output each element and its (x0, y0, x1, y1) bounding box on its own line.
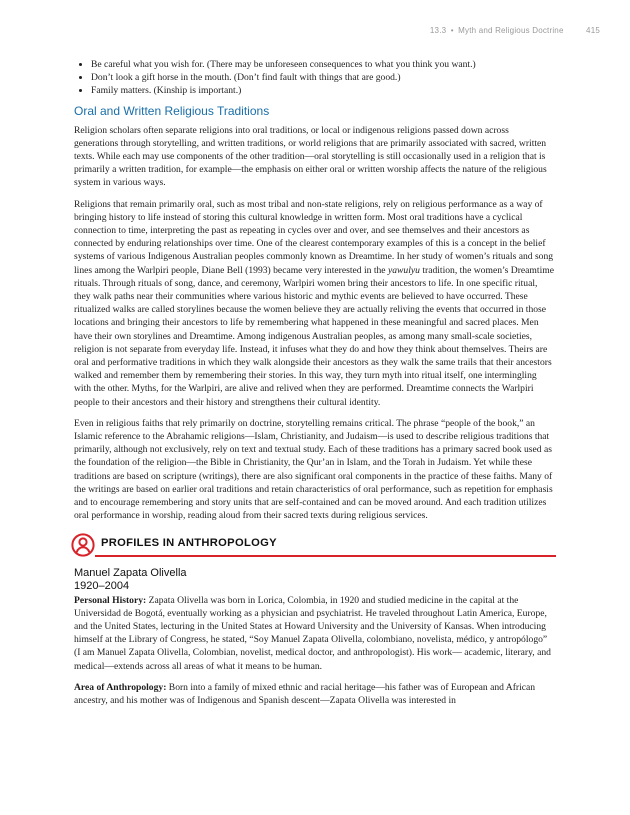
running-header (430, 26, 600, 35)
paragraph-oral-religions (74, 198, 554, 409)
area-text: Born into a family of mixed ethnic and racial heritage—his father was of European and African ancestry, and his mother was of Indigenous and Spanish descent—Zapata Olivella was interested in (74, 681, 536, 706)
person-circle-icon (71, 533, 95, 557)
header-section-title: Myth and Religious Doctrine (458, 26, 564, 35)
profiles-title: PROFILES IN ANTHROPOLOGY (101, 536, 277, 549)
profiles-banner (71, 531, 554, 561)
area-label: Area of Anthropology: (74, 681, 167, 693)
header-section-number: 13.3 (429, 26, 447, 35)
personal-history-text: Zapata Olivella was born in Lorica, Colombia, in 1920 and studied medicine in the capital at the Universidad de Bogotá, eventually working as a physician and psychiatrist. He traveled throughout Latin America, Europe, and the United States, lecturing in the United States at Howard University and the University of Kansas. When introducing himself at the Library of Congress, he stated, “Soy Manuel Zapata Olivella, colombiano, novelista, médico, y antropólogo” (I am Manuel Zapata Olivella, Colombian, novelist, medical doctor, and anthropologist). His work— academic, literary, and medical—extends across all areas of what it means to be human. (74, 594, 551, 672)
personal-history (74, 594, 554, 673)
person-name: Manuel Zapata Olivella (74, 566, 187, 579)
personal-history-label: Personal History: (74, 594, 147, 606)
paragraph-oral-written: Religion scholars often separate religions into oral traditions, or local or indigenous religions passed down across generations through storytelling, and written traditions, or world religions that are primarily associated with sacred, written texts. While each may use components of the other tradition—oral storytelling is still occasionally used in a religion that is primarily a written tradition, for example—the emphasis on either oral or written worship affects the nature of the religious system in various ways. (74, 124, 547, 189)
person-dates: 1920–2004 (74, 579, 130, 592)
list-item: • Don’t look a gift horse in the mouth. (Don’t find fault with things that are good.) (91, 71, 554, 84)
paragraph-text: tradition, the women’s Dreamtime rituals. Through rituals of song, dance, and ceremony, Warlpiri women bring their ancestors to life. In one specific ritual, they walk paths near their communities where various historic and mythic events are believed to have occurred. These ritualized walks are called storylines because the women believe they are actually reliving the events that occurred in those locations and bringing their ancestors to life by remembering what happened in these meaningful and sacred places. Men have their own storylines and Dreamtime. Among indigenous Australian peoples, as among many small-scale societies, religion is not separate from everyday life. Instead, it infuses what they do and how they think about themselves. Theirs are oral and performative traditions in which they walk alongside their ancestors as they walk the same trails that their ancestors walked and remember them by remembering their stories. In this way, they turn myth into ritual itself, one intermingling with the other. Myths, for the Warlpiri, are alive and relived when they are performed. Dreamtime connects the Warlpiri people to their ancestors and their history and strengthens their cultural identity. (74, 264, 554, 408)
main-content (74, 58, 554, 715)
list-item: • Family matters. (Kinship is important.) (91, 84, 554, 97)
italic-term: yawulyu (387, 264, 420, 276)
paragraph-text: Religions that remain primarily oral, such as most tribal and non-state religions, rely on religious performance as a way of bringing history to life instead of storing this cultural knowledge in written form. Most oral traditions have a cyclical connection to time, interpreting the past as repeating in cycles over and over, and see themselves and their ancestors as connected by enduring relationships over time. One of the clearest contemporary examples of this is a concept in the belief systems of various Indigenous Australian peoples commonly known as Dreamtime. In her study of women’s rituals and song lines among the Warlpiri people, Diane Bell (1993) became very interested in the (74, 198, 554, 276)
profiles-divider (95, 555, 556, 557)
list-item: • Be careful what you wish for. (There may be unforeseen consequences to what you think you want.) (91, 58, 554, 71)
section-heading: Oral and Written Religious Traditions (74, 103, 270, 118)
page-number: 415 (586, 26, 600, 35)
proverb-list (74, 58, 554, 98)
paragraph-people-of-the-book: Even in religious faiths that rely primarily on doctrine, storytelling remains critical. The phrase “people of the book,” an Islamic reference to the Abrahamic religions—Islam, Christianity, and Judaism—is used to describe religious traditions that primarily, although not exclusively, rely on text and textual study. Each of these traditions has a primary sacred book used as the foundation of the religion—the Bible in Christianity, the Qur’an in Islam, and the Torah in Judaism. Yet while these traditions are based on scripture (writings), there are also significant oral components in the practice of these faiths. Many of the writings are based on earlier oral traditions and retain characteristics of oral performance, such as repetition for emphasis and to encourage remembering and story units that are self-contained and can be moved around. And each tradition utilizes oral performance in worship, reading aloud from their sacred texts during religious services. (74, 417, 553, 522)
area-of-anthropology (74, 681, 554, 707)
header-separator: • (450, 26, 454, 35)
